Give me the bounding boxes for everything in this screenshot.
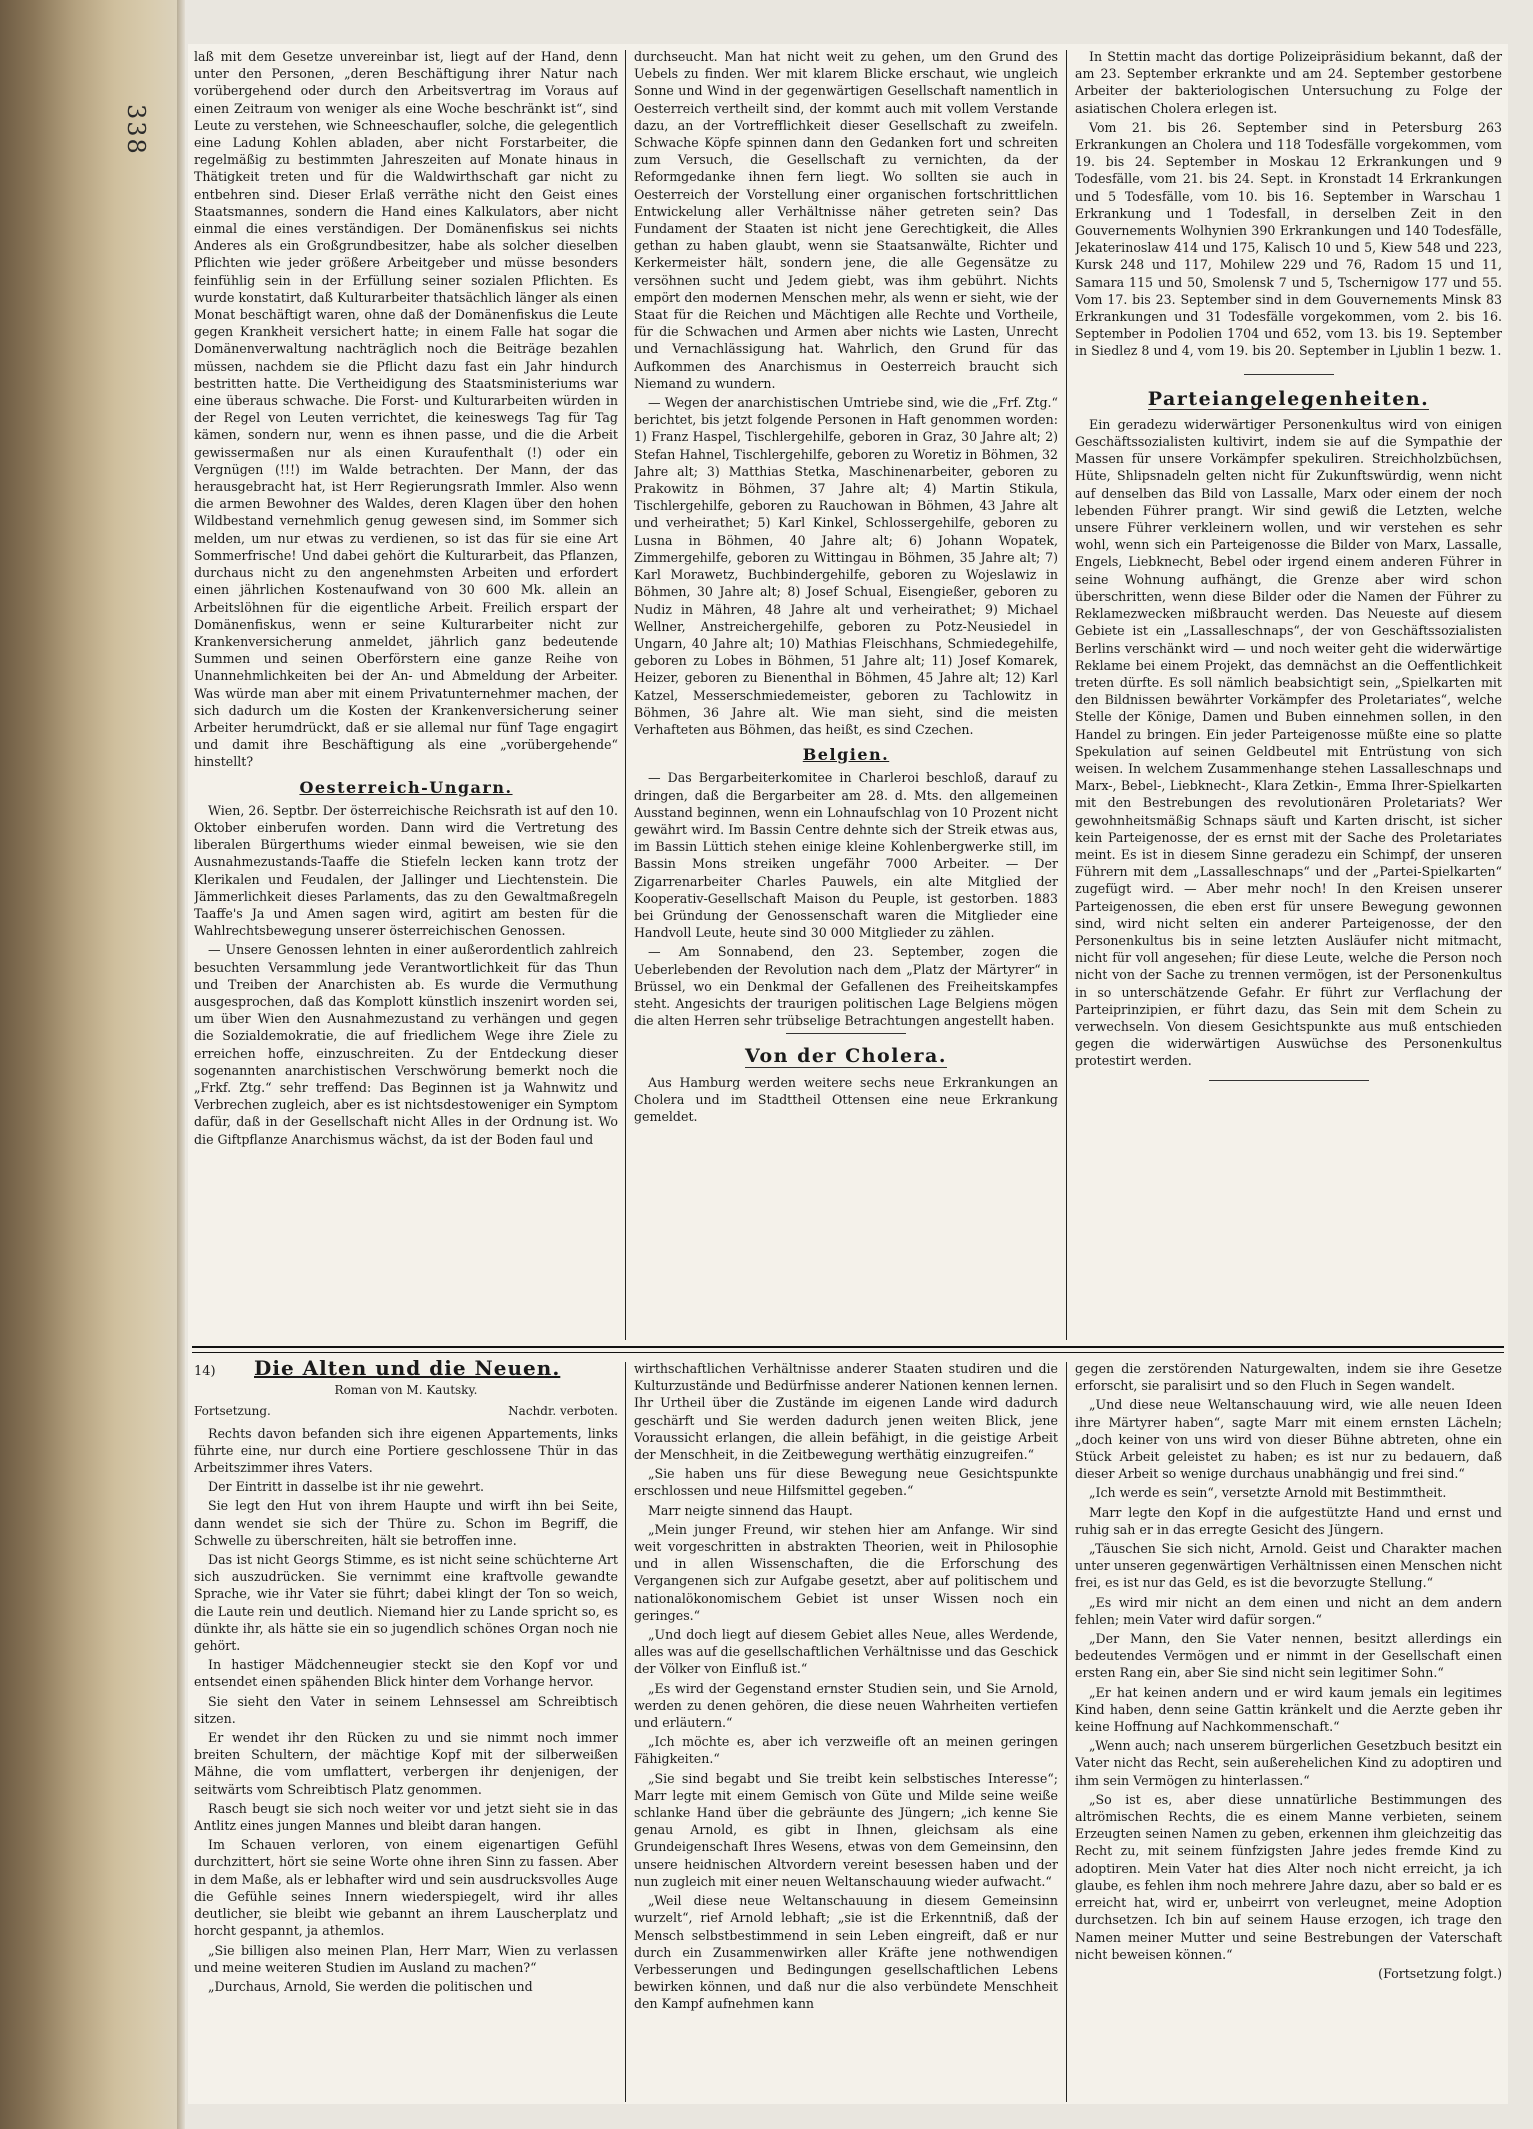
feuilleton-separator: [192, 1346, 1504, 1348]
serial-number: 14): [194, 1364, 216, 1379]
article-text: Wien, 26. Septbr. Der österreichische Reichsrath ist auf den 10. Oktober einberufen worden. Dann wird die Vertretung des liberalen Bürgerthums wieder einmal beweisen, wie sie den Ausnahmezustands-Taaffe die Stiefeln lecken kann trotz der Klerikalen und Feudalen, der Jallinger und Liechtenstein. Die Jämmerlichkeit dieses Parlaments, das zu den Gewaltmaßregeln Taaffe's Ja und Amen sagen wird, agitirt am besten für die Wahlrechtsbewegung unserer österreichischen Genossen.: [194, 802, 618, 939]
serial-paragraph: „Der Mann, den Sie Vater nennen, besitzt allerdings ein bedeutendes Vermögen und er nimmt in der Gesellschaft einen ersten Rang ein, aber Sie sind nicht sein legitimer Sohn.“: [1075, 1631, 1502, 1681]
serial-byline: Roman von M. Kautsky.: [334, 1383, 478, 1398]
serial-to-be-continued: (Fortsetzung folgt.): [1378, 1965, 1502, 1981]
serial-paragraph: „Durchaus, Arnold, Sie werden die politischen und: [208, 1978, 533, 1994]
section-heading-partei: Parteiangelegenheiten.: [1147, 387, 1430, 410]
column-rule-2: [1066, 50, 1067, 1340]
serial-paragraph: „Und doch liegt auf diesem Gebiet alles Neue, alles Werdende, alles was auf die gesellschaftlichen Verhältnisse und das Geschick der Völker von Einfluß ist.“: [634, 1627, 1058, 1677]
serial-paragraph: „Täuschen Sie sich nicht, Arnold. Geist und Charakter machen unter unseren gegenwärtigen Verhältnissen einen Menschen nicht frei, es ist nur das Geld, es ist die bevorzugte Stellung.“: [1075, 1541, 1502, 1591]
feuilleton-separator-thin: [192, 1352, 1504, 1353]
serial-column-3: [1075, 1360, 1502, 2102]
article-text: Vom 21. bis 26. September sind in Petersburg 263 Erkrankungen an Cholera und 118 Todesfälle vorgekommen, vom 19. bis 24. September in Moskau 12 Erkrankungen und 9 Todesfälle, vom 21. bis 24. Sept. in Kronstadt 14 Erkrankungen und 5 Todesfälle, vom 10. bis 16. September in Warschau 1 Erkrankung und 1 Todesfall, in derselben Zeit in den Gouvernements Wolhynien 390 Erkrankungen und 140 Todesfälle, Jekaterinoslaw 414 und 175, Kalisch 10 und 5, Kiew 548 und 223, Kursk 248 und 117, Mohilew 229 und 76, Radom 15 und 11, Samara 115 und 50, Smolensk 7 und 5, Tschernigow 177 und 55. Vom 17. bis 23. September sind in dem Gouvernements Minsk 83 Erkrankungen und 31 Todesfälle vorgekommen, vom 2. bis 16. September in Podolien 1704 und 652, vom 13. bis 19. September in Siedlez 8 und 4, vom 19. bis 20. September in Ljublin 1 bezw. 1.: [1075, 119, 1502, 359]
section-heading-belgien: Belgien.: [802, 745, 890, 765]
short-divider: [1244, 374, 1334, 375]
serial-paragraph: wirthschaftlichen Verhältnisse anderer Staaten studiren und die Kulturzustände und Bedürfnisse anderer Nationen kennen lernen. Ihr Urtheil über die Zustände im eigenen Lande wird dadurch geschärft und Sie werden dadurch jenen weiten Blick, jene Voraussicht erlangen, die allein befähigt, in die geistige Arbeit der Menschheit, in die Zeitbewegung werthätig einzugreifen.“: [634, 1361, 1058, 1463]
serial-paragraph: Marr neigte sinnend das Haupt.: [648, 1502, 853, 1518]
serial-paragraph: Rechts davon befanden sich ihre eigenen Appartements, links führte eine, nur durch eine Portiere geschlossene Thür in das Arbeitszimmer ihres Vaters.: [194, 1425, 618, 1476]
serial-paragraph: „Es wird mir nicht an dem einen und nicht an dem andern fehlen; mein Vater wird dafür sorgen.“: [1075, 1594, 1502, 1627]
serial-paragraph: „Er hat keinen andern und er wird kaum jemals ein legitimes Kind haben, denn seine Gattin kränkelt und die Aerzte geben ihr keine Hoffnung auf Nachkommenschaft.“: [1075, 1684, 1502, 1735]
newspaper-page: [188, 44, 1508, 2104]
short-divider: [1209, 1080, 1369, 1081]
serial-paragraph: „Sie billigen also meinen Plan, Herr Marr, Wien zu verlassen und meine weiteren Studien im Ausland zu machen?“: [194, 1942, 618, 1975]
article-text: — Das Bergarbeiterkomitee in Charleroi beschloß, darauf zu dringen, daß die Bergarbeiter am 28. d. Mts. den allgemeinen Ausstand beginnen, wenn ein Lohnaufschlag von 10 Prozent nicht gewährt wird. Im Bassin Centre dehnte sich der Streik etwas aus, im Bassin Lüttich stehen einige kleine Kohlenbergwerke still, im Bassin Mons streiken ungefähr 7000 Arbeiter. — Der Zigarrenarbeiter Charles Pauwels, ein alte Mitglied der Kooperativ-Gesellschaft Maison du Peuple, ist gestorben. 1883 bei Gründung der Genossenschaft waren die Mitglieder eine Handvoll Leute, heute sind 30 000 Mitglieder zu zählen.: [634, 770, 1058, 941]
section-heading-oesterreich: Oesterreich-Ungarn.: [299, 777, 513, 797]
serial-paragraph: Er wendet ihr den Rücken zu und sie nimmt noch immer breiten Schultern, der mächtige Kopf mit der silberweißen Mähne, die vom umflattert, verbergen ihr denjenigen, der seitwärts vom Schreibtisch Platz genommen.: [194, 1730, 618, 1797]
serial-paragraph: Sie sieht den Vater in seinem Lehnsessel am Schreibtisch sitzen.: [194, 1693, 618, 1726]
article-text: — Unsere Genossen lehnten in einer außerordentlich zahlreich besuchten Versammlung jede Verantwortlichkeit für das Thun und Treiben der Anarchisten ab. Es wurde die Vermuthung ausgesprochen, daß das Komplott künstlich inszenirt worden sei, um über Wien den Ausnahmezustand zu verhängen und gegen die Sozialdemokratie, die auf friedlichem Wege ihre Ziele zu erreichen hoffe, einzuschreiten. Zu der Entdeckung dieser sogenannten anarchistischen Verschwörung bemerkt noch die „Frkf. Ztg.“ sehr treffend: Das Beginnen ist ja Wahnwitz und Verbrechen zugleich, aber es ist nichtsdestoweniger ein Symptom dafür, daß in der Gesellschaft nicht Alles in der Ordnung ist. Wo die Giftpflanze Anarchismus wächst, da ist der Boden faul und: [194, 942, 618, 1147]
column-3: [1075, 48, 1502, 1342]
article-text: — Wegen der anarchistischen Umtriebe sind, wie die „Frf. Ztg.“ berichtet, bis jetzt folgende Personen in Haft genommen worden: 1) Franz Haspel, Tischlergehilfe, geboren in Graz, 30 Jahre alt; 2) Stefan Hahnel, Tischlergehilfe, geboren zu Woretiz in Böhmen, 32 Jahre alt; 3) Matthias Stetka, Maschinenarbeiter, geboren zu Prakowitz in Böhmen, 37 Jahre alt; 4) Martin Stikula, Tischlergehilfe, geboren zu Rauchowan in Böhmen, 43 Jahre alt und verheirathet; 5) Karl Kinkel, Schlossergehilfe, geboren zu Lusna in Böhmen, 40 Jahre alt; 6) Johann Wopatek, Zimmergehilfe, geboren zu Wittingau in Böhmen, 35 Jahre alt; 7) Karl Morawetz, Buchbindergehilfe, geboren zu Wojeslawiz in Böhmen, 30 Jahre alt; 8) Josef Schual, Eisengießer, geboren zu Nudiz in Mähren, 48 Jahre alt und verheirathet; 9) Michael Wellner, Anstreichergehilfe, geboren zu Potz-Neusiedel in Ungarn, 40 Jahre alt; 10) Mathias Fleischhans, Schmiedegehilfe, geboren zu Lobes in Böhmen, 51 Jahre alt; 11) Josef Komarek, Heizer, geboren zu Bienenthal in Böhmen, 45 Jahre alt; 12) Karl Katzel, Messerschmiedemeister, geboren zu Tachlowitz in Böhmen, 36 Jahre alt. Wie man sieht, sind die meisten Verhafteten aus Böhmen, das heißt, es sind Czechen.: [634, 395, 1058, 737]
article-text: laß mit dem Gesetze unvereinbar ist, liegt auf der Hand, denn unter den Personen, „deren Beschäftigung ihrer Natur nach vorübergehend oder durch den Arbeitsvertrag im Voraus auf einen Zeitraum von weniger als eine Woche beschränkt ist“, sind Leute zu verstehen, wie Schneeschaufler, solche, die gelegentlich eine Ladung Kohlen abladen, aber nicht Forstarbeiter, die regelmäßig zu bestimmten Jahreszeiten auf Monate hinaus in Thätigkeit treten und für die Waldwirthschaft gar nicht zu entbehren sind. Dieser Erlaß verräthe nicht den Geist eines Staatsmannes, sondern die Hand eines Kalkulators, aber nicht einmal die eines verständigen. Der Domänenfiskus sei nichts Anderes als ein Großgrundbesitzer, habe als solcher dieselben Pflichten wie jeder größere Arbeitgeber und müsse besonders feinfühlig sein in der Erfüllung seiner sozialen Pflichten. Es wurde konstatirt, daß Kulturarbeiter thatsächlich länger als einen Monat beschäftigt waren, ohne daß der Domänenfiskus die Leute gegen Krankheit versichert hatte; in einem Falle hat sogar die Domänenverwaltung nachträglich noch die Beiträge bezahlen müssen, nachdem sie die Pflicht dazu fast ein Jahr hindurch bestritten hatte. Die Vertheidigung des Staatsministeriums war eine überaus schwache. Die Forst- und Kulturarbeiten würden in der Regel von Leuten verrichtet, die keineswegs Tag für Tag kämen, sondern nur, wenn es ihnen passe, und die die Arbeit gewissermaßen nur als einen Kuraufenthalt (!) oder ein Vergnügen (!!!) im Walde betrachten. Der Mann, der das herausgebracht hat, ist Herr Regierungsrath Immler. Also wenn die armen Bewohner des Waldes, deren Klagen über den hohen Wildbestand vernehmlich genug gewesen sind, im Sommer sich melden, um nur etwas zu verdienen, so ist das für sie eine Art Sommerfrische! Und dabei gehört die Kulturarbeit, das Pflanzen, durchaus nicht zu den angenehmsten Arbeiten und erfordert einen jährlichen Kostenaufwand von 30 600 Mk. allein an Arbeitslöhnen für die eigentliche Arbeit. Freilich erspart der Domänenfiskus, wenn er seine Kulturarbeiter nicht zur Krankenversicherung anmeldet, jährlich ganz bedeutende Summen und seinen Oberförstern eine ganze Reihe von Unannehmlichkeiten bei der An- und Abmeldung der Arbeiter. Was würde man aber mit einem Privatunternehmer machen, der sich dadurch um die Kosten der Krankenversicherung seiner Arbeiter herumdrückt, daß er sie allemal nur fünf Tage engagirt und damit ihre Beschäftigung als eine „vorübergehende“ hinstellt?: [194, 49, 618, 770]
serial-paragraph: „So ist es, aber diese unnatürliche Bestimmungen des altrömischen Rechts, die es einem Manne verbieten, seinem Erzeugten seinen Namen zu geben, erkennen ihm gleichzeitig das Recht zu, mit seinem fünfzigsten Jahre jedes fremde Kind zu adoptiren. Mein Vater hat dies Alter noch nicht erreicht, ja ich glaube, es fehlen ihm noch mehrere Jahre dazu, aber so bald er es erreicht hat, wird er, unbeirrt von verleugnet, meine Adoption durchsetzen. Ich bin auf seinem Hause erzogen, ich trage den Namen meiner Mutter und seine Bestrebungen der Vaterschaft nicht beweisen können.“: [1075, 1791, 1502, 1962]
serial-text: [194, 1425, 618, 1996]
article-text: — Am Sonnabend, den 23. September, zogen die Ueberlebenden der Revolution nach dem „Platz der Märtyrer“ in Brüssel, wo ein Denkmal der Gefallenen des Freiheitskampfes steht. Angesichts der traurigen politischen Lage Belgiens mögen die alten Herren sehr trübselige Betrachtungen angestellt haben.: [634, 944, 1058, 1029]
article-text: Ein geradezu widerwärtiger Personenkultus wird von einigen Geschäftssozialisten kultivirt, indem sie auf die Sympathie der Massen für unsere Vorkämpfer spekuliren. Streichholzbüchsen, Hüte, Shlipsnadeln gelten nicht für Zukunftswürdig, wenn nicht auf denselben das Bild von Lassalle, Marx oder einem der noch lebenden Führer prangt. Wir sind gewiß die Letzten, welche unsere Führer verkleinern wollen, und wir verstehen es sehr wohl, wenn sich ein Parteigenosse die Bilder von Marx, Lassalle, Engels, Liebknecht, Bebel oder irgend einem anderen Führer in seine Wohnung aufhängt, die Grenze aber wird schon überschritten, wenn diese Bilder oder die Namen der Führer zu Reklamezwecken mißbraucht werden. Das Neueste auf diesem Gebiete ist ein „Lassalleschnaps“, der von Geschäftssozialisten Berlins verschänkt wird — und noch weiter geht die widerwärtige Reklame bei einem Projekt, das demnächst an die Oeffentlichkeit treten dürfte. Es soll nämlich beabsichtigt sein, „Spielkarten mit den Bildnissen bewährter Vorkämpfer des Proletariates“, welche Stelle der Könige, Damen und Buben einnehmen sollen, in den Handel zu bringen. Ein jeder Parteigenosse müßte eine so platte Spekulation auf seinen Geldbeutel mit Entrüstung von sich weisen. In welchem Zusammenhange stehen Lassalleschnaps und Marx-, Bebel-, Liebknecht-, Klara Zetkin-, Emma Ihrer-Spielkarten mit den Bestrebungen des revolutionären Proletariats? Wer gewohnheitsmäßig Schnaps säuft und Karten drischt, ist sicher kein Parteigenosse, der es ernst mit der Sache des Proletariates meint. Es ist in diesem Sinne geradezu ein Schimpf, der unseren Führern mit dem „Lassalleschnaps“ und der „Partei-Spielkarten“ zugefügt wird. — Aber mehr noch! In den Kreisen unserer Parteigenossen, die eben erst für unsere Bewegung gewonnen sind, wird nicht selten ein anderer Parteigenosse, der den Personenkultus bis in seine letzten Ausläufer nicht mitmacht, nicht für voll angesehen; für diese Leute, welche die Person noch nicht von der Sache zu trennen vermögen, ist der Personenkultus in so unterschätzende Gefahr. Er führt zur Verflachung der Parteiprinzipien, er führt dazu, das Sein mit dem Schein zu verwechseln. Von diesem Gesichtspunkte aus muß entschieden gegen die widerwärtigen Auswüchse des Personenkultus protestirt werden.: [1075, 416, 1502, 1069]
column-2: [634, 48, 1058, 1342]
serial-paragraph: Marr legte den Kopf in die aufgestützte Hand und ernst und ruhig sah er in das erregte Gesicht des Jüngern.: [1075, 1504, 1502, 1537]
serial-text: [634, 1360, 1058, 2013]
serial-paragraph: In hastiger Mädchenneugier steckt sie den Kopf vor und entsendet einen spähenden Blick hinter dem Vorhange hervor.: [194, 1657, 618, 1690]
serial-paragraph: „Und diese neue Weltanschauung wird, wie alle neuen Ideen ihre Märtyrer haben“, sagte Marr mit einem ernsten Lächeln; „doch keiner von uns wird von dieser Bühne abtreten, ohne ein Stück Arbeit geleistet zu haben; es ist nur zu bedauern, daß dieser Arbeit so wenige durchaus unabhängig und frei sind.“: [1075, 1397, 1502, 1482]
serial-column-2: [634, 1360, 1058, 2102]
serial-paragraph: „Es wird der Gegenstand ernster Studien sein, und Sie Arnold, werden zu denen gehören, die diese neuen Wahrheiten vertiefen und erläutern.“: [634, 1680, 1058, 1731]
serial-text: [1075, 1360, 1502, 1963]
serial-column-1: [194, 1360, 618, 2102]
serial-paragraph: „Ich werde es sein“, versetzte Arnold mit Bestimmtheit.: [1089, 1485, 1447, 1501]
serial-paragraph: „Ich möchte es, aber ich verzweifle oft an meinen geringen Fähigkeiten.“: [634, 1734, 1058, 1767]
serial-paragraph: „Wenn auch; nach unserem bürgerlichen Gesetzbuch besitzt ein Vater nicht das Recht, sein außerehelichen Kind zu adoptiren und ihm sein Vermögen zu hinterlassen.“: [1075, 1738, 1502, 1788]
book-binding: [0, 0, 185, 2129]
serial-continuation: Fortsetzung.: [194, 1404, 271, 1419]
serial-paragraph: gegen die zerstörenden Naturgewalten, indem sie ihre Gesetze erforscht, sie paralisirt und so den Fluch in Segen wandelt.: [1075, 1361, 1502, 1394]
serial-paragraph: „Sie haben uns für diese Bewegung neue Gesichtspunkte erschlossen und neue Hilfsmittel gegeben.“: [634, 1466, 1058, 1499]
serial-paragraph: Der Eintritt in dasselbe ist ihr nie gewehrt.: [208, 1479, 485, 1495]
serial-rule-1: [625, 1362, 626, 2102]
serial-meta: [194, 1403, 618, 1420]
article-text: Aus Hamburg werden weitere sechs neue Erkrankungen an Cholera und im Stadttheil Ottensen eine neue Erkrankung gemeldet.: [634, 1074, 1058, 1124]
column-rule-1: [625, 50, 626, 1340]
short-divider: [786, 1033, 906, 1034]
serial-paragraph: Das ist nicht Georgs Stimme, es ist nicht seine schüchterne Art sich auszudrücken. Sie vernimmt eine kraftvolle gewandte Sprache, wie ihr Vater sie führt; dabei klingt der Ton so weich, die Laute rein und deutlich. Niemand hier zu Lande spricht so, es dünkte ihr, als hätte sie ein so jugendlich schönes Organ noch nie gehört.: [194, 1552, 618, 1654]
serial-title: Die Alten und die Neuen.: [254, 1360, 561, 1380]
column-1: [194, 48, 618, 1342]
serial-paragraph: Im Schauen verloren, von einem eigenartigen Gefühl durchzittert, hört sie seine Worte ohne ihren Sinn zu fassen. Aber in dem Maße, als er lebhafter wird und sein ausdrucksvolles Auge die Gefühle seines Innern wiederspiegelt, wird ihr alles deutlicher, sie bleibt wie gebannt an ihrem Lauscherplatz und horcht gespannt, ja athemlos.: [194, 1837, 618, 1939]
article-text: In Stettin macht das dortige Polizeipräsidium bekannt, daß der am 23. September erkrankte und am 24. September gestorbene Arbeiter der bakteriologischen Untersuchung zu Folge der asiatischen Cholera erlegen ist.: [1075, 49, 1502, 116]
page-number: 338: [122, 104, 150, 156]
serial-paragraph: „Mein junger Freund, wir stehen hier am Anfange. Wir sind weit vorgeschritten in abstrakten Theorien, weit in Philosophie und in allen Wissenschaften, die die Erforschung des Vergangenen sich zur Aufgabe gesetzt, aber auf politischem und nationalökonomischem Gebiet ist unser Wissen noch ein geringes.“: [634, 1521, 1058, 1623]
serial-paragraph: „Sie sind begabt und Sie treibt kein selbstisches Interesse“; Marr legte mit einem Gemisch von Güte und Milde seine weiße schlanke Hand über die gebräunte des Jüngern; „ich kenne Sie genau Arnold, es gibt in Ihnen, gleichsam als eine Grundeigenschaft Ihres Wesens, etwas von dem Gemeinsinn, den unsere heidnischen Altvordern vereint besessen haben und der nun zugleich mit einer neuen Weltanschauung wieder aufwacht.“: [634, 1770, 1058, 1889]
serial-paragraph: „Weil diese neue Weltanschauung in diesem Gemeinsinn wurzelt“, rief Arnold lebhaft; „sie ist die Erkenntniß, daß der Mensch selbstbestimmend in sein Leben eingreift, daß er nur durch ein Zusammenwirken aller Kräfte jene nothwendigen Verbesserungen und Bedingungen gesellschaftlichen Lebens bewirken können, und daß nur die also verbündete Menschheit den Kampf aufnehmen kann: [634, 1893, 1058, 2012]
serial-header: [194, 1360, 618, 1380]
serial-rule-2: [1066, 1362, 1067, 2102]
serial-paragraph: Sie legt den Hut von ihrem Haupte und wirft ihn bei Seite, dann wendet sie sich der Thüre zu. Schon im Begriff, die Schwelle zu überschreiten, hält sie betroffen inne.: [194, 1498, 618, 1548]
serial-reprint-note: Nachdr. verboten.: [508, 1404, 618, 1419]
serial-paragraph: Rasch beugt sie sich noch weiter vor und jetzt sieht sie in das Antlitz eines jungen Mannes und bleibt daran hangen.: [194, 1800, 618, 1834]
article-text: durchseucht. Man hat nicht weit zu gehen, um den Grund des Uebels zu finden. Wer mit klarem Blicke erschaut, wie ungleich Sonne und Wind in der gegenwärtigen Gesellschaft namentlich in Oesterreich vertheilt sind, der kommt auch mit vollem Verstande dazu, an der Vortrefflichkeit dieser Gesellschaft zu zweifeln. Schwache Köpfe spinnen dann den Gedanken fort und schreiten zum Versuch, die Gesellschaft zu vernichten, da der Reformgedanke ihnen fern liegt. Wo sollten sie auch in Oesterreich der Vorstellung einer organischen fortschrittlichen Entwickelung aller Verhältnisse näher getreten sein? Das Fundament der Staaten ist nicht jene Gerechtigkeit, die Alles gethan zu haben glaubt, wenn sie Staatsanwälte, Richter und Kerkermeister hält, sondern jene, die alle Gegensätze zu versöhnen sucht und Jedem giebt, was ihm gebührt. Nichts empört den modernen Menschen mehr, als wenn er sieht, wie der Staat für die Reichen und Mächtigen alle Rechte und Vortheile, für die Schwachen und Armen aber nichts wie Lasten, Unrecht und Vernachlässigung hat. Wahrlich, den Grund für das Aufkommen des Anarchismus in Oesterreich braucht sich Niemand zu wundern.: [634, 49, 1058, 391]
section-heading-cholera: Von der Cholera.: [745, 1045, 947, 1068]
